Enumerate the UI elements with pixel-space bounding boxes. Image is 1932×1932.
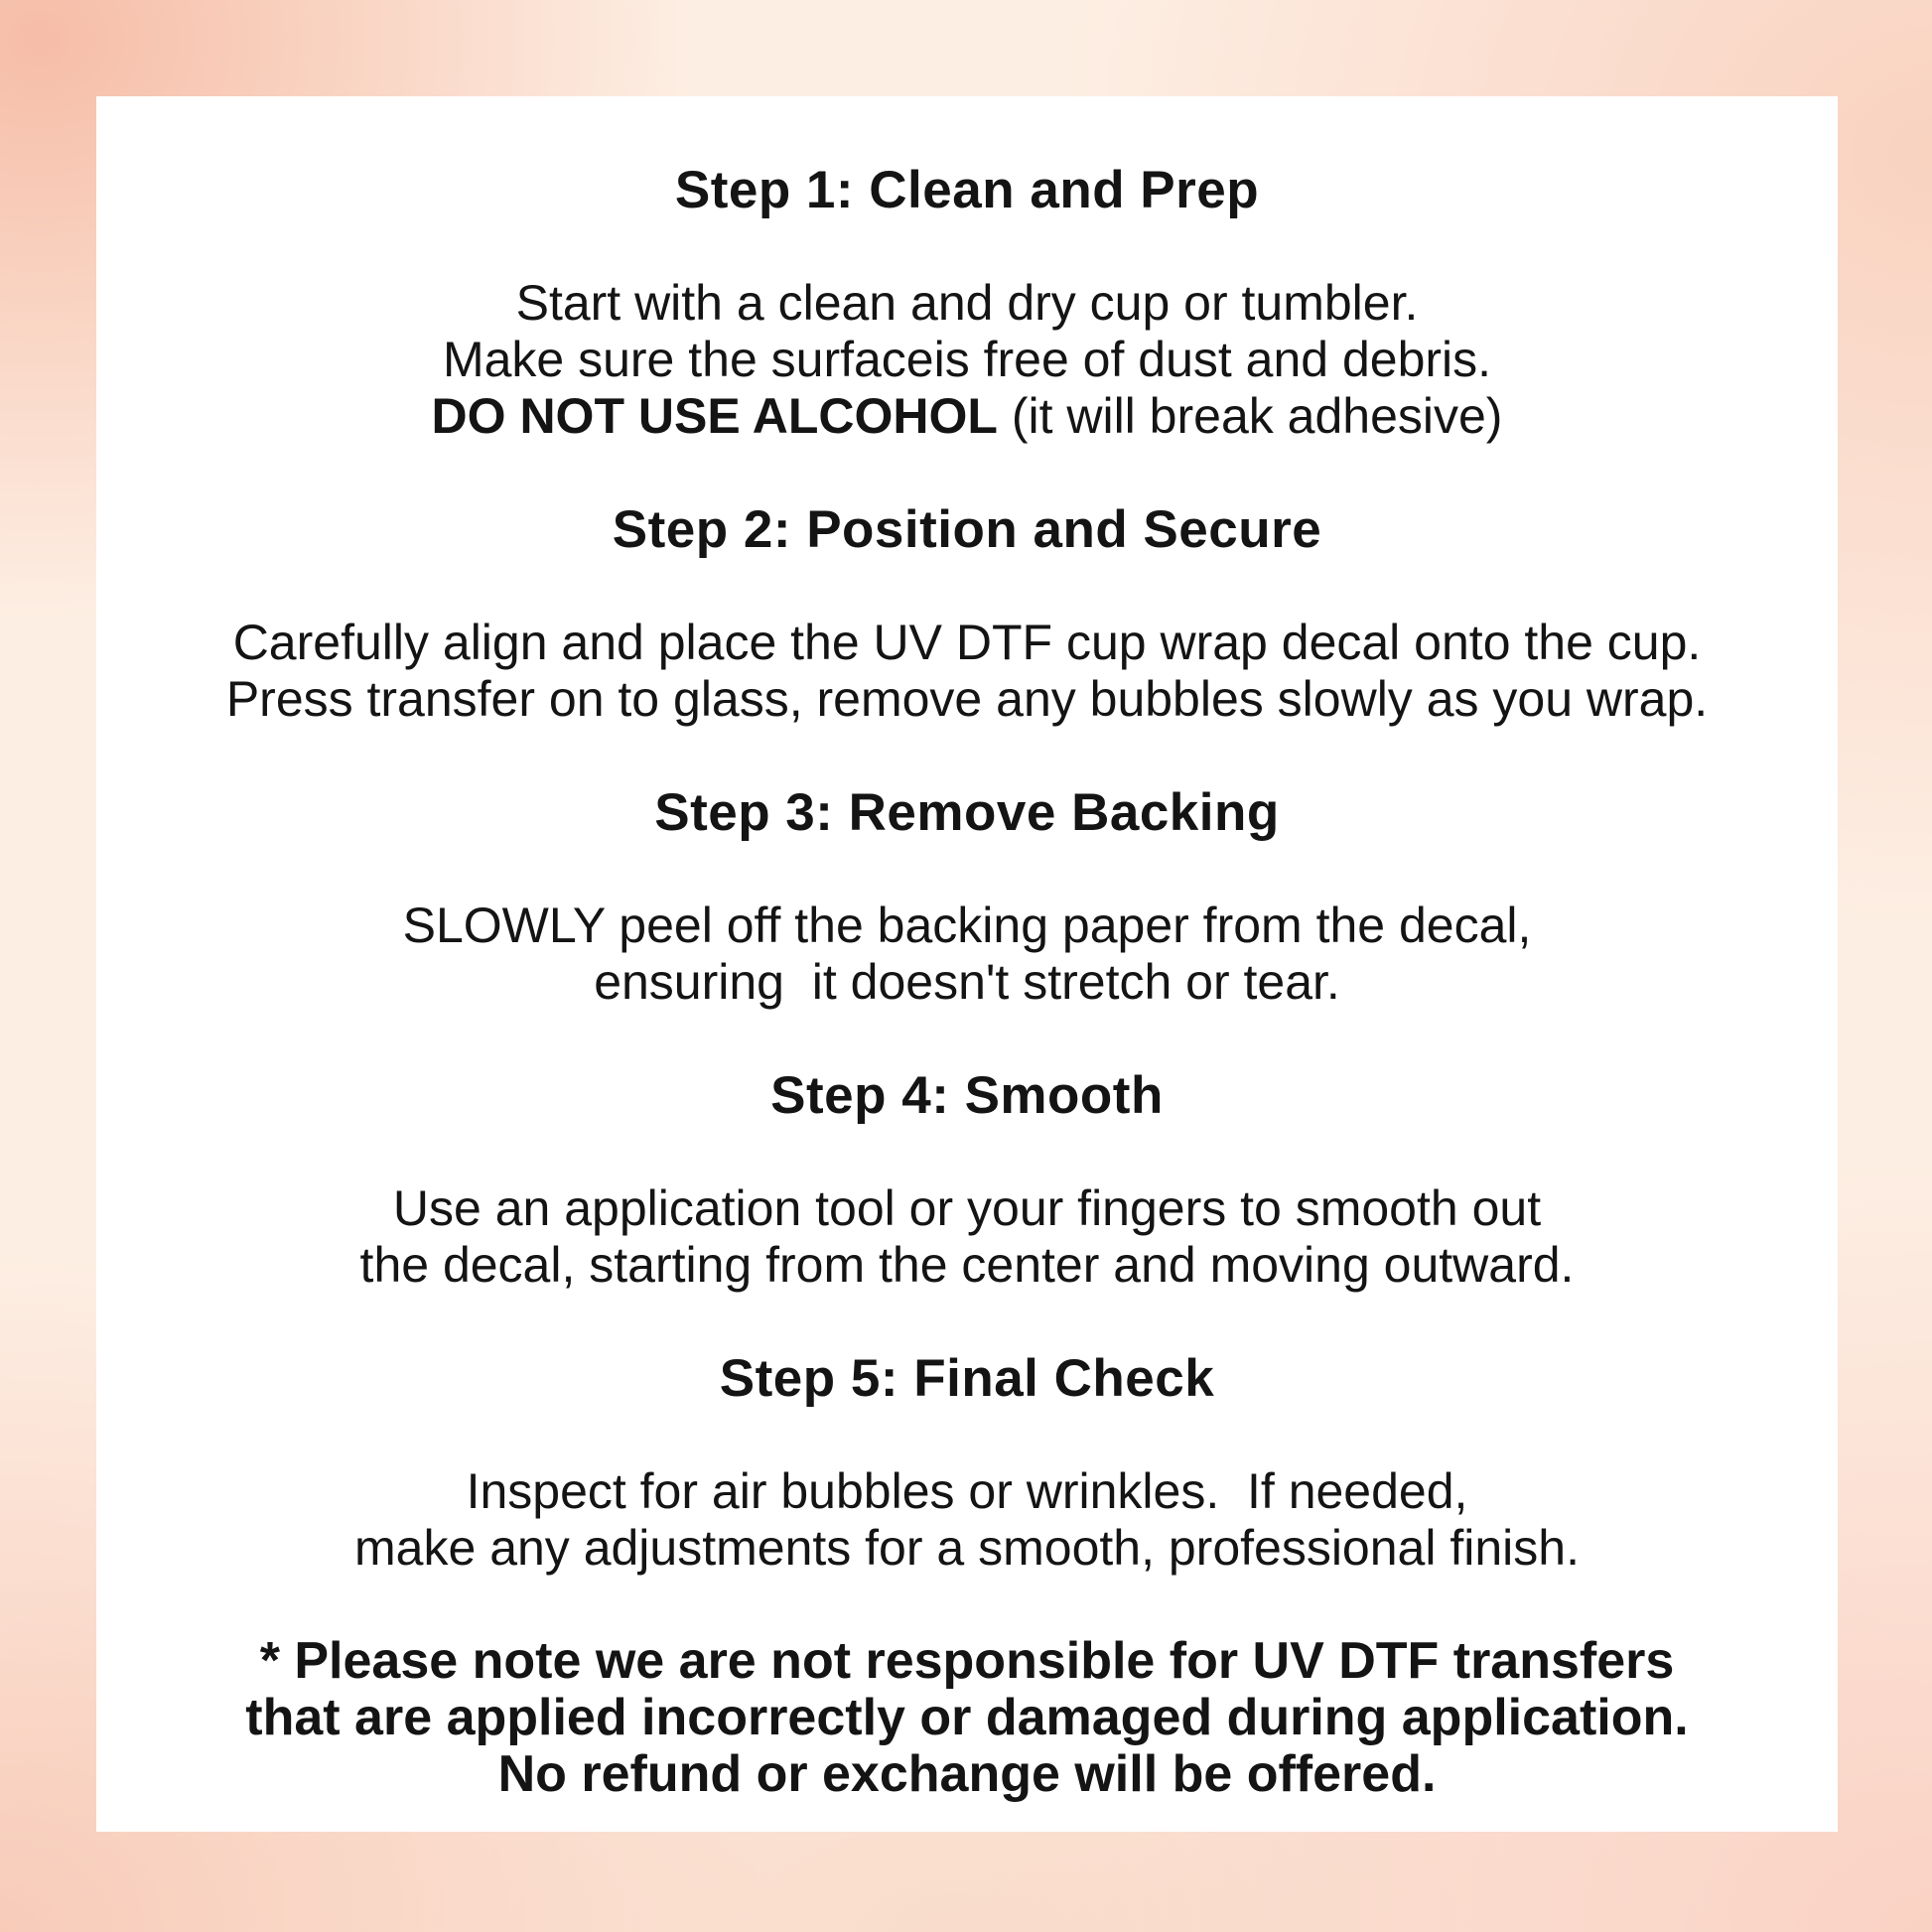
step-4-line-1: Use an application tool or your fingers to smooth out bbox=[392, 1180, 1542, 1236]
step-3-body bbox=[96, 897, 1838, 1011]
step-3-section bbox=[96, 784, 1838, 1011]
step-2-line-2: Press transfer on to glass, remove any bubbles slowly as you wrap. bbox=[225, 671, 1709, 727]
step-2-heading: Step 2: Position and Secure bbox=[612, 500, 1322, 559]
step-1-alcohol-note: (it will break adhesive) bbox=[997, 388, 1503, 444]
step-2-section bbox=[96, 501, 1838, 728]
step-5-line-2: make any adjustments for a smooth, professional finish. bbox=[354, 1520, 1580, 1576]
step-1-body bbox=[96, 275, 1838, 445]
step-5-heading: Step 5: Final Check bbox=[719, 1349, 1215, 1408]
step-1-line-3 bbox=[96, 388, 1838, 445]
step-1-line-1: Start with a clean and dry cup or tumbler. bbox=[515, 275, 1419, 331]
disclaimer-body bbox=[96, 1633, 1838, 1803]
step-4-body bbox=[96, 1180, 1838, 1294]
disclaimer-line-1: * Please note we are not responsible for UV DTF transfers bbox=[259, 1632, 1675, 1690]
step-3-line-2: ensuring it doesn't stretch or tear. bbox=[594, 954, 1340, 1010]
step-4-heading: Step 4: Smooth bbox=[770, 1066, 1164, 1125]
step-3-line-1: SLOWLY peel off the backing paper from the decal, bbox=[402, 897, 1532, 953]
step-5-section bbox=[96, 1350, 1838, 1577]
step-1-section bbox=[96, 162, 1838, 445]
step-4-section bbox=[96, 1067, 1838, 1294]
disclaimer-section bbox=[96, 1633, 1838, 1803]
instructions-content bbox=[96, 96, 1838, 1803]
step-4-line-2: the decal, starting from the center and moving outward. bbox=[359, 1237, 1575, 1293]
disclaimer-line-2: that are applied incorrectly or damaged during application. bbox=[245, 1689, 1689, 1746]
step-5-body bbox=[96, 1463, 1838, 1577]
step-1-alcohol-warning: DO NOT USE ALCOHOL bbox=[431, 388, 998, 444]
step-1-line-2: Make sure the surfaceis free of dust and debris. bbox=[442, 332, 1492, 387]
step-2-body bbox=[96, 615, 1838, 728]
step-5-line-1: Inspect for air bubbles or wrinkles. If needed, bbox=[466, 1463, 1468, 1519]
instruction-card bbox=[96, 96, 1838, 1832]
step-1-heading: Step 1: Clean and Prep bbox=[674, 161, 1260, 219]
disclaimer-line-3: No refund or exchange will be offered. bbox=[497, 1745, 1437, 1803]
step-2-line-1: Carefully align and place the UV DTF cup wrap decal onto the cup. bbox=[232, 615, 1702, 670]
step-3-heading: Step 3: Remove Backing bbox=[654, 783, 1280, 842]
